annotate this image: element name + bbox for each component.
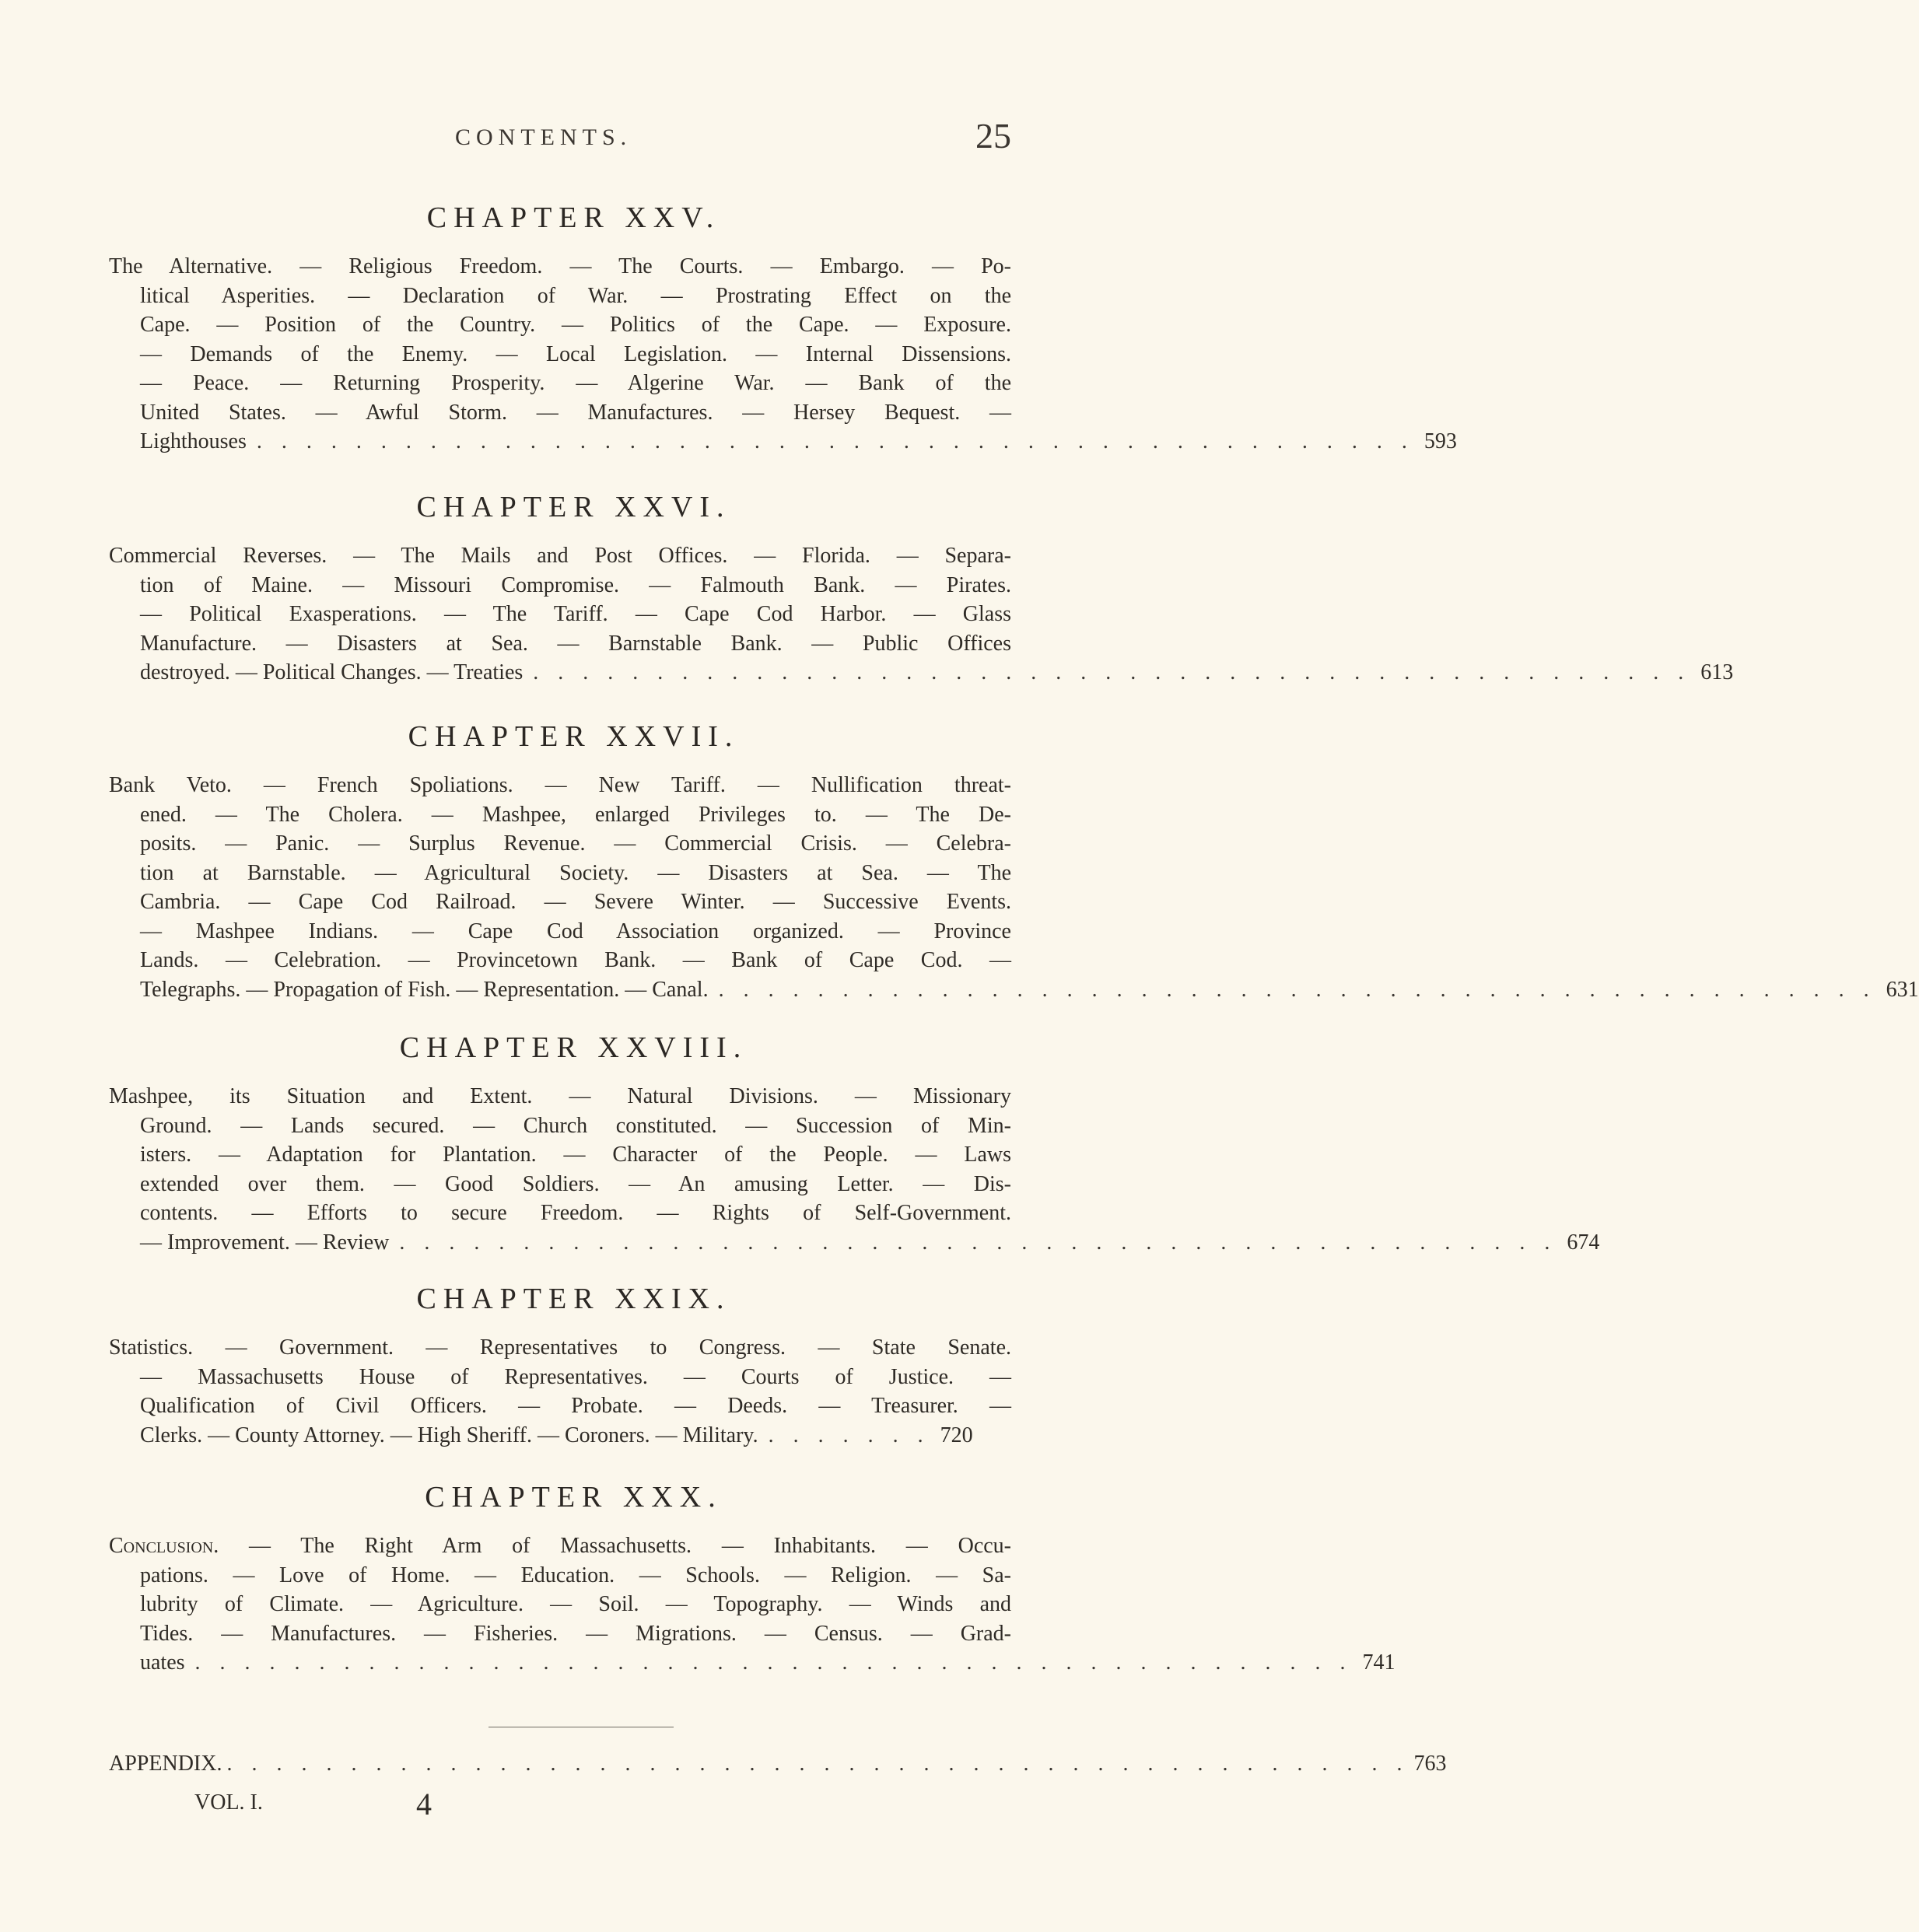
chapter-title: CHAPTER XXVII.: [408, 720, 740, 753]
chapter-summary: [109, 771, 1919, 1004]
volume-label: VOL. I.: [194, 1790, 263, 1815]
summary-line: — Demands of the Enemy. — Local Legislation. — Internal Dissensions.: [140, 341, 1011, 366]
dot-leader: . . . . . . . . . . . . . . . . . . . . . . . . . . . . . . . . . . . . . . . . . . . . . . .: [718, 977, 1876, 1002]
chapter-page-number: 674: [1567, 1230, 1600, 1255]
summary-line: Tides. — Manufactures. — Fisheries. — Migrations. — Census. — Grad-: [140, 1621, 1011, 1646]
summary-line: ened. — The Cholera. — Mashpee, enlarged Privileges to. — The De-: [140, 802, 1011, 827]
dot-leader: . . . . . . . . . . . . . . . . . . . . . . . . . . . . . . . . . . . . . . . . . . . . . . .: [399, 1230, 1557, 1255]
summary-line: United States. — Awful Storm. — Manufactures. — Hersey Bequest. —: [140, 400, 1011, 425]
summary-line: — Mashpee Indians. — Cape Cod Association organized. — Province: [140, 919, 1011, 943]
chapter-page-number: 720: [940, 1423, 973, 1447]
summary-line: Lands. — Celebration. — Provincetown Bank. — Bank of Cape Cod. —: [140, 948, 1011, 972]
dot-leader: . . . . . . . . . . . . . . . . . . . . . . . . . . . . . . . . . . . . . . . . . . . . . . .: [533, 660, 1691, 684]
appendix-page-number: 763: [1413, 1752, 1447, 1776]
lead-word: Conclusion.: [109, 1534, 219, 1558]
page-header: [109, 115, 1011, 162]
summary-line: Clerks. — County Attorney. — High Sheriff. — Coroners. — Military.: [140, 1423, 758, 1447]
summary-line: Manufacture. — Disasters at Sea. — Barnstable Bank. — Public Offices: [140, 631, 1011, 656]
chapter-page-number: 741: [1362, 1650, 1395, 1675]
page-footer: [194, 1787, 432, 1822]
summary-line: Telegraphs. — Propagation of Fish. — Representation. — Canal.: [140, 977, 709, 1002]
appendix-label: APPENDIX.: [109, 1752, 222, 1776]
summary-line: lubrity of Climate. — Agriculture. — Soil. — Topography. — Winds and: [140, 1592, 1011, 1616]
dot-leader: . . . . . . .: [768, 1423, 930, 1447]
page-number: 25: [975, 116, 1011, 156]
chapter-page-number: 593: [1423, 429, 1457, 453]
chapter-xxv: [109, 201, 1457, 457]
summary-line: destroyed. — Political Changes. — Treaties: [140, 660, 524, 684]
chapter-title: CHAPTER XXIX.: [416, 1283, 731, 1315]
summary-line: extended over them. — Good Soldiers. — An amusing Letter. — Dis-: [140, 1171, 1011, 1196]
chapter-summary: [109, 252, 1457, 457]
summary-line: The Alternative. — Religious Freedom. — The Courts. — Embargo. — Po-: [109, 254, 1011, 278]
summary-last-line: [109, 1421, 1011, 1451]
chapter-summary: [109, 1531, 1395, 1678]
dot-leader: . . . . . . . . . . . . . . . . . . . . . . . . . . . . . . . . . . . . . . . . . . . . . . .: [194, 1650, 1353, 1675]
summary-line-text: — The Right Arm of Massachusetts. — Inhabitants. — Occu-: [219, 1534, 1011, 1558]
summary-line: pations. — Love of Home. — Education. — Schools. — Religion. — Sa-: [140, 1563, 1011, 1587]
summary-line: litical Asperities. — Declaration of War. — Prostrating Effect on the: [140, 283, 1011, 308]
summary-line: uates: [140, 1650, 185, 1675]
summary-line: posits. — Panic. — Surplus Revenue. — Commercial Crisis. — Celebra-: [140, 831, 1011, 856]
chapter-summary: [109, 541, 1734, 688]
appendix-entry: [109, 1752, 1447, 1776]
dot-leader: . . . . . . . . . . . . . . . . . . . . . . . . . . . . . . . . . . . . . . . . . . . . . . . .: [226, 1752, 1409, 1776]
chapter-summary: [109, 1082, 1600, 1257]
chapter-page-number: 613: [1700, 660, 1734, 684]
chapter-title: CHAPTER XXV.: [426, 201, 721, 234]
summary-line: isters. — Adaptation for Plantation. — Character of the People. — Laws: [140, 1143, 1011, 1167]
summary-last-line: [109, 1648, 1395, 1678]
running-head: CONTENTS.: [455, 124, 632, 150]
summary-line: Statistics. — Government. — Representatives to Congress. — State Senate.: [109, 1335, 1011, 1360]
summary-line: tion of Maine. — Missouri Compromise. — Falmouth Bank. — Pirates.: [140, 572, 1011, 597]
summary-line: — Massachusetts House of Representatives. — Courts of Justice. —: [140, 1364, 1011, 1389]
summary-line: tion at Barnstable. — Agricultural Society. — Disasters at Sea. — The: [140, 860, 1011, 885]
summary-line: Commercial Reverses. — The Mails and Post Offices. — Florida. — Separa-: [109, 544, 1011, 568]
summary-line: Mashpee, its Situation and Extent. — Natural Divisions. — Missionary: [109, 1084, 1011, 1108]
summary-last-line: [109, 1228, 1600, 1258]
chapter-title: CHAPTER XXVI.: [416, 491, 731, 523]
summary-line: [109, 1531, 1011, 1561]
summary-line: Cape. — Position of the Country. — Politics of the Cape. — Exposure.: [140, 313, 1011, 337]
chapter-title: CHAPTER XXVIII.: [399, 1031, 748, 1064]
summary-line: — Peace. — Returning Prosperity. — Algerine War. — Bank of the: [140, 371, 1011, 395]
summary-line: Bank Veto. — French Spoliations. — New Tariff. — Nullification threat-: [109, 773, 1011, 797]
summary-last-line: [109, 975, 1919, 1005]
chapter-page-number: 631: [1886, 977, 1919, 1002]
summary-line: Lighthouses: [140, 429, 247, 453]
chapter-xxvi: [109, 490, 1734, 688]
chapter-xxix: [109, 1282, 1011, 1450]
chapter-summary: [109, 1333, 1011, 1450]
summary-line: — Improvement. — Review: [140, 1230, 390, 1255]
chapter-title: CHAPTER XXX.: [425, 1481, 723, 1514]
chapter-xxx: [109, 1480, 1395, 1678]
signature-mark: 4: [416, 1787, 432, 1822]
summary-last-line: [109, 427, 1457, 457]
summary-line: Ground. — Lands secured. — Church constituted. — Succession of Min-: [140, 1113, 1011, 1138]
summary-last-line: [109, 658, 1734, 688]
chapter-xxvii: [109, 719, 1919, 1004]
summary-line: Qualification of Civil Officers. — Probate. — Deeds. — Treasurer. —: [140, 1394, 1011, 1418]
summary-line: Cambria. — Cape Cod Railroad. — Severe Winter. — Successive Events.: [140, 890, 1011, 914]
summary-line: — Political Exasperations. — The Tariff. — Cape Cod Harbor. — Glass: [140, 602, 1011, 626]
chapter-xxviii: [109, 1031, 1600, 1257]
dot-leader: . . . . . . . . . . . . . . . . . . . . . . . . . . . . . . . . . . . . . . . . . . . . . . .: [256, 429, 1414, 453]
summary-line: contents. — Efforts to secure Freedom. — Rights of Self-Government.: [140, 1201, 1011, 1225]
